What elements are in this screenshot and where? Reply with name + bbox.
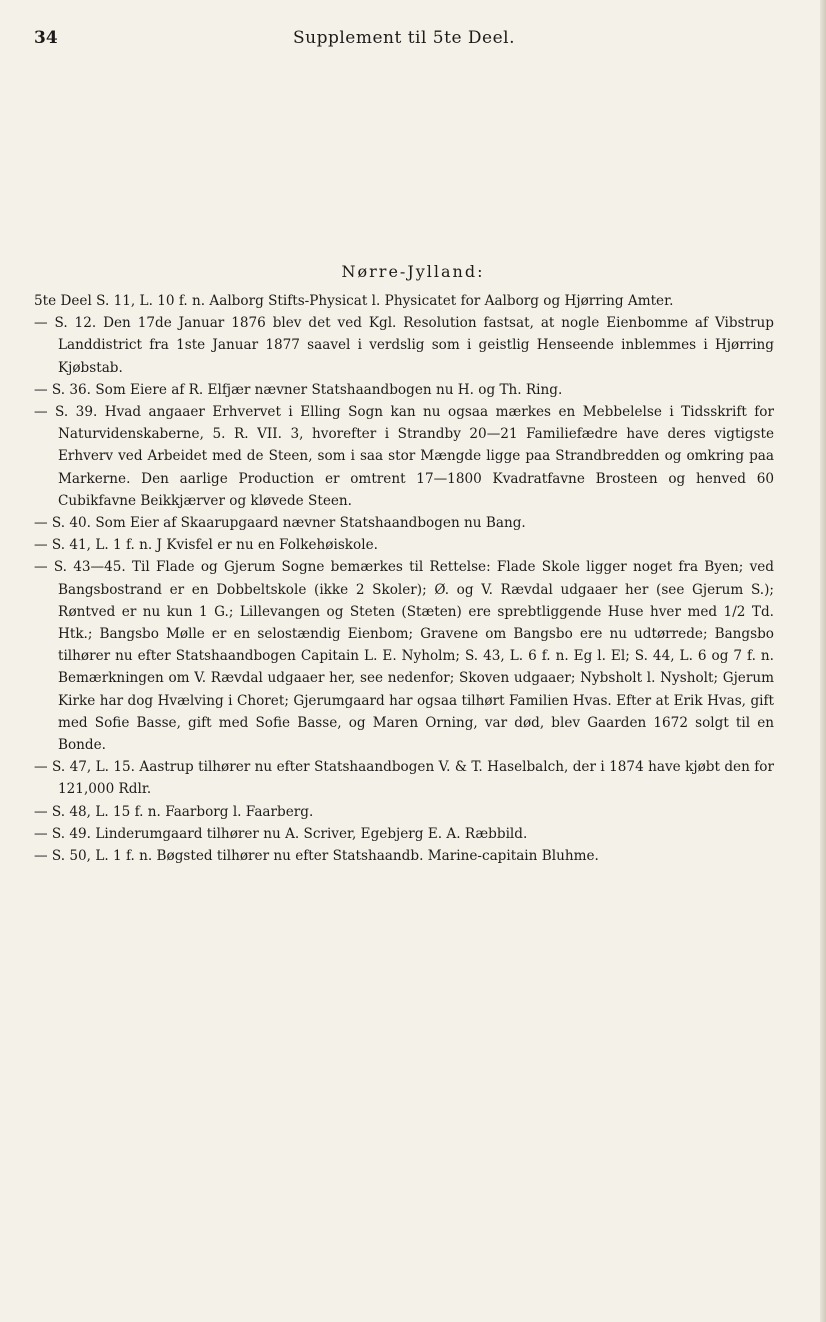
entry-s50: — S. 50, L. 1 f. n. Bøgsted tilhører nu efter Statshaandb. Marine-capitain Bluhme. xyxy=(34,848,599,865)
entry-s11: 5te Deel S. 11, L. 10 f. n. Aalborg Stifts-Physicat l. Physicatet for Aalborg og Hjørring Amter. xyxy=(34,293,674,309)
entry-s12: — S. 12. Den 17de Januar 1876 blev det ved Kgl. Resolution fastsat, at nogle Eienbomme af Vibstrup Landdistrict fra 1ste Januar 1877 saavel i verdslig som i geistlig Henseende inblemmes i Hjørring Kjøbstab. xyxy=(34,315,774,376)
section-heading: Nørre-Jylland: xyxy=(341,262,485,281)
entry-s39: — S. 39. Hvad angaaer Erhvervet i Elling Sogn kan nu ogsaa mærkes en Mebbelelse i Tidsskrift for Naturvidenskaberne, 5. R. VII. 3, hvorefter i Strandby 20—21 Familiefædre have deres vigtigste Erhverv ved Arbeidet med de Steen, som i saa stor Mængde ligge paa Strandbredden og omkring paa Markerne. Den aarlige Production er omtrent 17—1800 Kvadratfavne Brosteen og henved 60 Cubikfavne Beikkjærver og kløvede Steen. xyxy=(34,404,774,509)
entry-s40: — S. 40. Som Eier af Skaarupgaard nævner Statshaandbogen nu Bang. xyxy=(34,515,526,532)
entries-list xyxy=(34,290,774,867)
entry-s49: — S. 49. Linderumgaard tilhører nu A. Scriver, Egebjerg E. A. Ræbbild. xyxy=(34,825,528,842)
page-edge xyxy=(820,0,826,1322)
entry-s47: — S. 47, L. 15. Aastrup tilhører nu efter Statshaandbogen V. & T. Haselbalch, der i 1874 have kjøbt den for 121,000 Rdlr. xyxy=(34,759,774,798)
page-number: 34 xyxy=(34,28,58,48)
entry-s41: — S. 41, L. 1 f. n. J Kvisfel er nu en Folkehøiskole. xyxy=(34,537,378,554)
entry-s43-45: — S. 43—45. Til Flade og Gjerum Sogne bemærkes til Rettelse: Flade Skole ligger noget fra Byen; ved Bangsbostrand er en Dobbeltskole (ikke 2 Skoler); Ø. og V. Rævdal udgaaer her (see Gjerum S.); Røntved er nu kun 1 G.; Lillevangen og Steten (Stæten) ere sprebtliggende Huse hver med 1/2 Td. Htk.; Bangsbo Mølle er en selostændig Eienbom; Gravene om Bangsbo ere nu udtørrede; Bangsbo tilhører nu efter Statshaandbogen Capitain L. E. Nyholm; S. 43, L. 6 f. n. Eg l. El; S. 44, L. 6 og 7 f. n. Bemærkningen om V. Rævdal udgaaer her, see nedenfor; Skoven udgaaer; Nybsholt l. Nysholt; Gjerum Kirke har dog Hvælving i Choret; Gjerumgaard har ogsaa tilhørt Familien Hvas. Efter at Erik Hvas, gift med Sofie Basse, gift med Sofie Basse, og Maren Orning, var død, blev Gaarden 1672 solgt til en Bonde. xyxy=(34,559,774,754)
page-header xyxy=(34,28,774,52)
running-title: Supplement til 5te Deel. xyxy=(292,28,516,48)
entry-s48: — S. 48, L. 15 f. n. Faarborg l. Faarberg. xyxy=(34,803,314,820)
entry-s36: — S. 36. Som Eiere af R. Elfjær nævner Statshaandbogen nu H. og Th. Ring. xyxy=(34,381,563,398)
